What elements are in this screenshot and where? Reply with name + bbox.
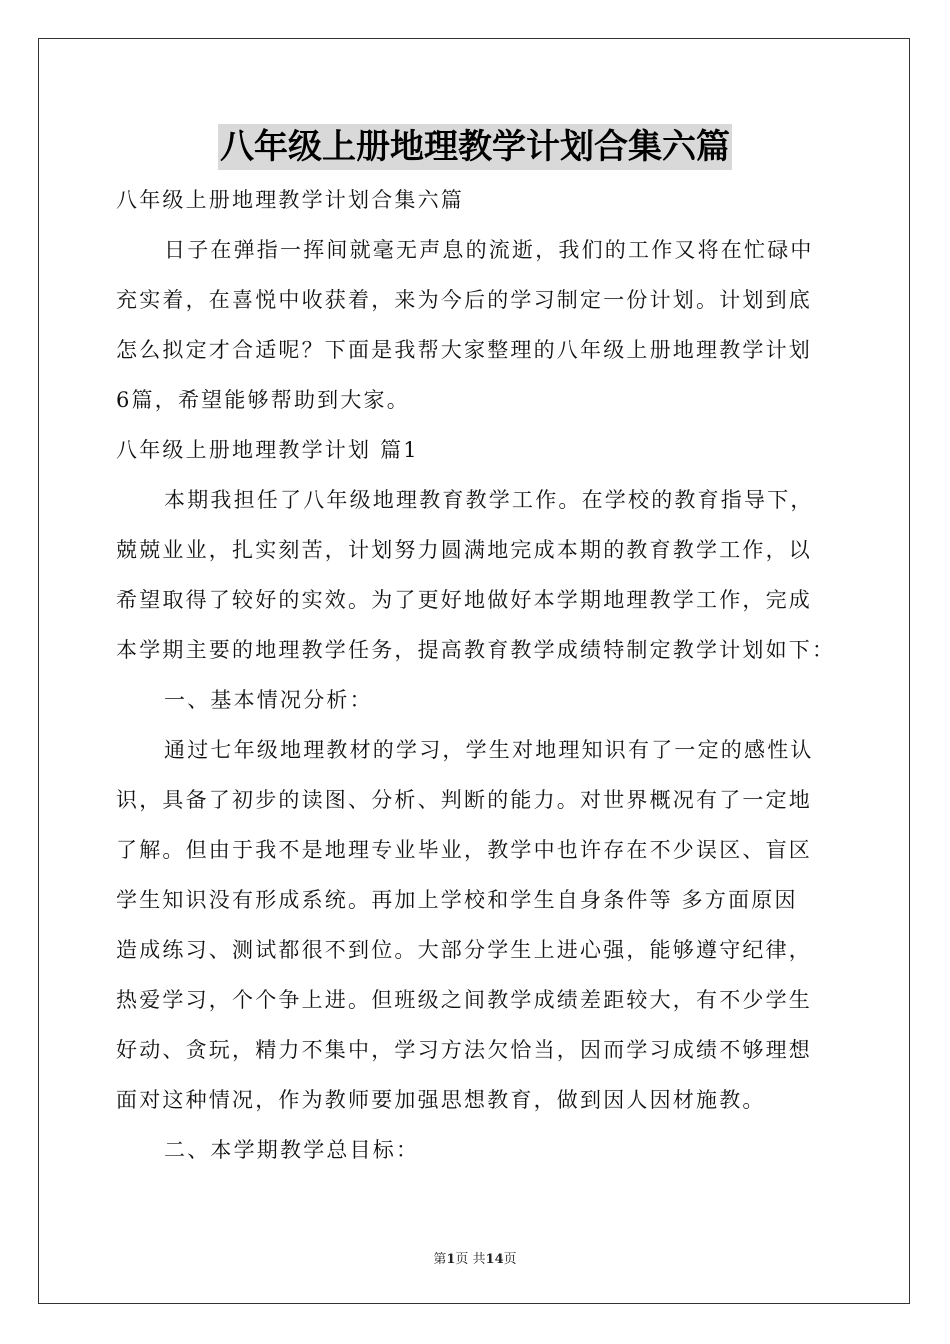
subsection-heading: 二、本学期教学总目标： — [164, 1138, 420, 1162]
paragraph-line: 兢兢业业，扎实刻苦，计划努力圆满地完成本期的教育教学工作，以 — [116, 538, 812, 562]
footer-page-mid: 页 共 — [455, 1252, 486, 1267]
footer-page-prefix: 第 — [433, 1252, 447, 1267]
paragraph-line: 本期我担任了八年级地理教育教学工作。在学校的教育指导下， — [164, 488, 814, 512]
paragraph-line: 了解。但由于我不是地理专业毕业，教学中也许存在不少误区、盲区 — [116, 838, 812, 862]
document-title: 八年级上册地理教学计划合集六篇 — [218, 124, 732, 170]
document-subtitle: 八年级上册地理教学计划合集六篇 — [116, 188, 464, 212]
paragraph-line: 通过七年级地理教材的学习，学生对地理知识有了一定的感性认 — [164, 738, 814, 762]
footer-page-suffix: 页 — [503, 1252, 517, 1267]
paragraph-line: 日子在弹指一挥间就毫无声息的流逝，我们的工作又将在忙碌中 — [164, 238, 814, 262]
paragraph-line: 充实着，在喜悦中收获着，来为今后的学习制定一份计划。计划到底 — [116, 288, 812, 312]
footer-page-total: 14 — [485, 1252, 504, 1267]
paragraph-line: 好动、贪玩，精力不集中，学习方法欠恰当，因而学习成绩不够理想 — [116, 1038, 812, 1062]
paragraph-line: 希望取得了较好的实效。为了更好地做好本学期地理教学工作，完成 — [116, 588, 812, 612]
paragraph-line: 识，具备了初步的读图、分析、判断的能力。对世界概况有了一定地 — [116, 788, 812, 812]
subsection-heading: 一、基本情况分析： — [164, 688, 373, 712]
page-footer — [0, 1248, 950, 1267]
page-border — [38, 38, 910, 1304]
paragraph-line: 面对这种情况，作为教师要加强思想教育，做到因人因材施教。 — [116, 1088, 766, 1112]
title-container — [0, 124, 950, 170]
paragraph-line: 6篇，希望能够帮助到大家。 — [116, 388, 410, 412]
paragraph-line: 怎么拟定才合适呢？下面是我帮大家整理的八年级上册地理教学计划 — [116, 338, 812, 362]
paragraph-line: 热爱学习，个个争上进。但班级之间教学成绩差距较大，有不少学生 — [116, 988, 812, 1012]
paragraph-line: 本学期主要的地理教学任务，提高教育教学成绩特制定教学计划如下： — [116, 638, 836, 662]
footer-page-number: 1 — [446, 1252, 456, 1267]
section-heading: 八年级上册地理教学计划 篇1 — [116, 438, 419, 462]
paragraph-line: 学生知识没有形成系统。再加上学校和学生自身条件等 多方面原因 — [116, 888, 798, 912]
paragraph-line: 造成练习、测试都很不到位。大部分学生上进心强，能够遵守纪律， — [116, 938, 812, 962]
